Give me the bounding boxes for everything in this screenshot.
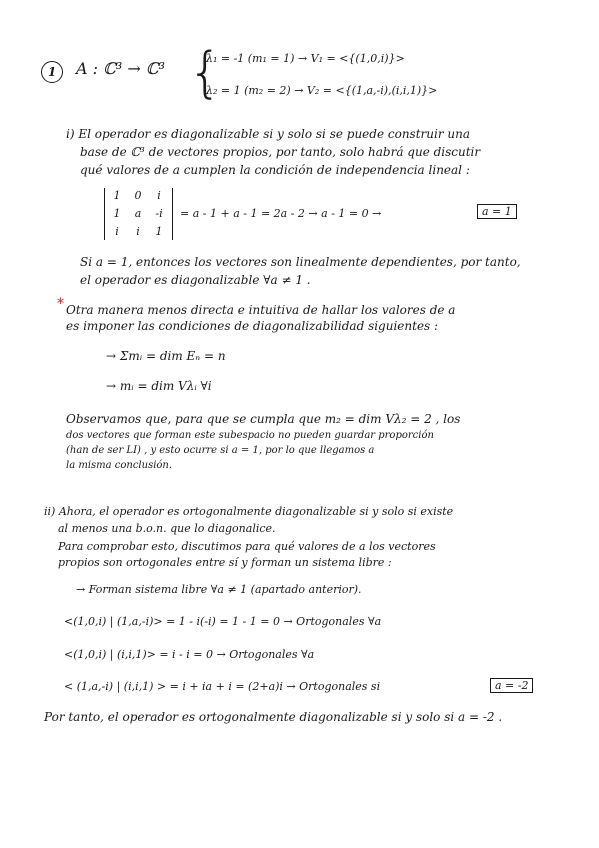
inner-product-2: <(1,0,i) | (i,i,1)> = i - i = 0 → Ortogonales ∀a <box>64 648 315 661</box>
boxed-answer-a-minus-2: a = -2 <box>490 678 533 693</box>
left-brace: { <box>188 41 223 104</box>
condition-2: → mᵢ = dim Vλᵢ ∀i <box>106 379 212 393</box>
condition-1: → Σmᵢ = dim Eₙ = n <box>106 349 226 363</box>
problem-number: 1 <box>41 61 63 83</box>
observation-line-2: dos vectores que forman este subespacio no pueden guardar proporción <box>66 430 434 441</box>
operator-definition: A : ℂ³ → ℂ³ <box>76 59 165 78</box>
determinant-left-bar <box>104 188 105 240</box>
observation-line-3: (han de ser LI) , y esto ocurre si a = 1, por lo que llegamos a <box>66 445 375 456</box>
final-conclusion: Por tanto, el operador es ortogonalmente diagonalizable si y solo si a = -2 . <box>44 710 503 724</box>
boxed-answer-a1: a = 1 <box>477 204 517 219</box>
inner-product-3: < (1,a,-i) | (i,i,1) > = i + ia + i = (2+a)i → Ortogonales si <box>64 680 381 693</box>
determinant-right-bar <box>172 188 173 240</box>
asterisk-mark: * <box>57 296 64 312</box>
det-cell: i <box>157 189 161 202</box>
part-i-line-1: i) El operador es diagonalizable si y solo si se puede construir una <box>66 127 471 141</box>
observation-line-1: Observamos que, para que se cumpla que m₂ = dim Vλ₂ = 2 , los <box>66 412 461 426</box>
eigenvalue-1: λ₁ = -1 (m₁ = 1) → V₁ = <{(1,0,i)}> <box>206 52 405 65</box>
det-cell: i <box>115 225 119 238</box>
observation-line-4: la misma conclusión. <box>66 460 173 471</box>
alternative-line-2: es imponer las condiciones de diagonalizabilidad siguientes : <box>66 319 439 333</box>
det-cell: 0 <box>134 189 142 202</box>
part-ii-line-2: al menos una b.o.n. que lo diagonalice. <box>58 522 276 535</box>
det-cell: a <box>134 207 142 220</box>
det-cell: i <box>136 225 140 238</box>
part-ii-line-1: ii) Ahora, el operador es ortogonalmente diagonalizable si y solo si existe <box>44 505 454 518</box>
conclusion-line-1: Si a = 1, entonces los vectores son linealmente dependientes, por tanto, <box>80 255 521 269</box>
det-cell: -i <box>155 207 163 220</box>
det-cell: 1 <box>155 225 163 238</box>
eigenvalue-2: λ₂ = 1 (m₂ = 2) → V₂ = <{(1,a,-i),(i,i,1)}> <box>206 84 438 97</box>
inner-product-1: <(1,0,i) | (1,a,-i)> = 1 - i(-i) = 1 - 1 = 0 → Ortogonales ∀a <box>64 615 382 628</box>
part-i-line-2: base de ℂ³ de vectores propios, por tanto, solo habrá que discutir <box>80 145 481 159</box>
part-ii-line-4: propios son ortogonales entre sí y forman un sistema libre : <box>58 556 392 569</box>
alternative-line-1: Otra manera menos directa e intuitiva de hallar los valores de a <box>66 303 456 317</box>
determinant-result: = a - 1 + a - 1 = 2a - 2 → a - 1 = 0 → <box>180 207 382 220</box>
conclusion-line-2: el operador es diagonalizable ∀a ≠ 1 . <box>80 273 311 287</box>
det-cell: 1 <box>113 207 121 220</box>
det-cell: 1 <box>113 189 121 202</box>
free-system-note: → Forman sistema libre ∀a ≠ 1 (apartado anterior). <box>76 583 362 596</box>
part-i-line-3: qué valores de a cumplen la condición de independencia lineal : <box>80 163 470 177</box>
part-ii-line-3: Para comprobar esto, discutimos para qué valores de a los vectores <box>58 540 436 553</box>
